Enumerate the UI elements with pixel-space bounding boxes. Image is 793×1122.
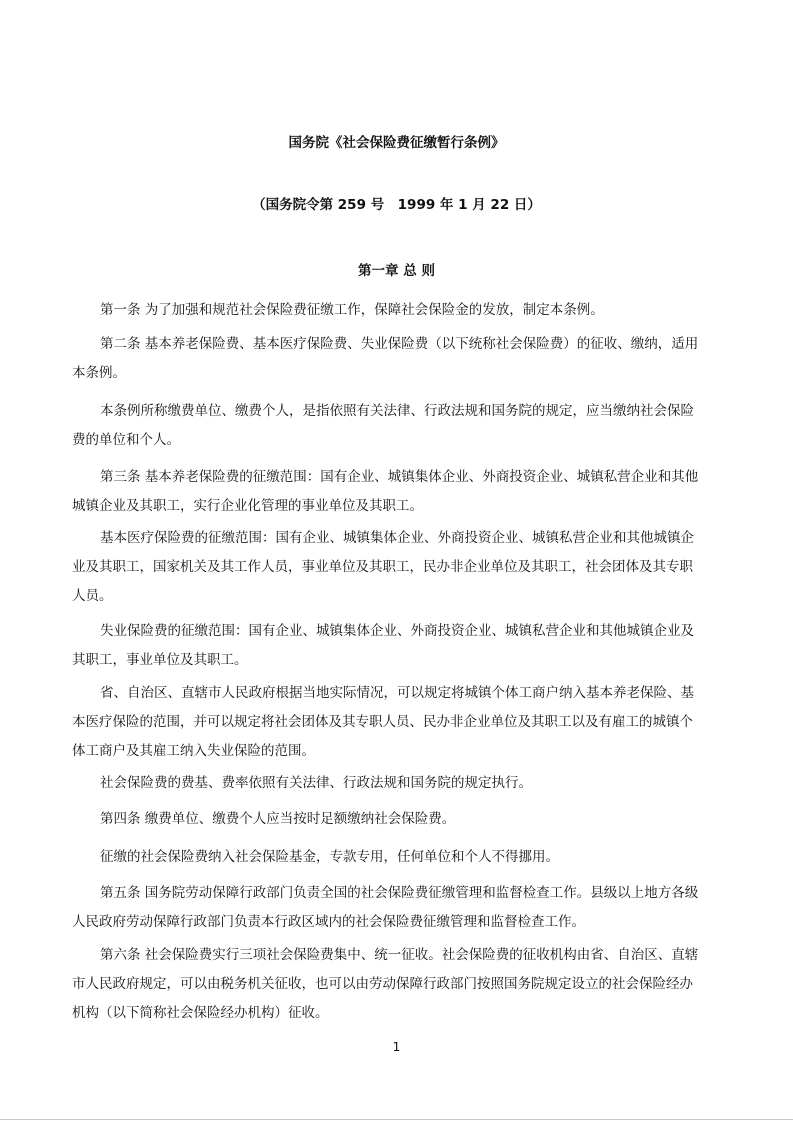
paragraph-line: 体工商户及其雇工纳入失业保险的范围。 bbox=[72, 743, 315, 759]
paragraph-line: 业及其职工，国家机关及其工作人员，事业单位及其职工，民办非企业单位及其职工，社会团体及其专职 bbox=[72, 559, 693, 575]
paragraph bbox=[72, 679, 720, 766]
document-title: 国务院《社会保险费征缴暂行条例》 bbox=[288, 135, 505, 151]
paragraph-line: 市人民政府规定，可以由税务机关征收，也可以由劳动保障行政部门按照国务院规定设立的社会保险经办 bbox=[72, 976, 693, 992]
paragraph-line: 其职工，事业单位及其职工。 bbox=[72, 652, 248, 668]
paragraph bbox=[72, 617, 720, 675]
paragraph-line: 第四条 缴费单位、缴费个人应当按时足额缴纳社会保险费。 bbox=[100, 811, 456, 827]
paragraph-line: 费的单位和个人。 bbox=[72, 432, 180, 448]
paragraph bbox=[100, 769, 720, 798]
paragraph-line: 省、自治区、直辖市人民政府根据当地实际情况，可以规定将城镇个体工商户纳入基本养老保险、基 bbox=[100, 685, 694, 701]
paragraph-line: 城镇企业及其职工，实行企业化管理的事业单位及其职工。 bbox=[72, 498, 423, 514]
paragraph bbox=[72, 330, 720, 388]
paragraph bbox=[72, 879, 720, 937]
paragraph-line: 本医疗保险的范围，并可以规定将社会团体及其专职人员、民办非企业单位及其职工以及有雇工的城镇个 bbox=[72, 714, 693, 730]
paragraph-line: 第一条 为了加强和规范社会保险费征缴工作，保障社会保险金的发放，制定本条例。 bbox=[100, 302, 604, 318]
paragraph-line: 征缴的社会保险费纳入社会保险基金，专款专用，任何单位和个人不得挪用。 bbox=[100, 849, 559, 865]
paragraph-line: 社会保险费的费基、费率依照有关法律、行政法规和国务院的规定执行。 bbox=[100, 775, 532, 791]
paragraph-line: 机构（以下简称社会保险经办机构）征收。 bbox=[72, 1005, 329, 1021]
paragraph-line: 第三条 基本养老保险费的征缴范围：国有企业、城镇集体企业、外商投资企业、城镇私营企业和其他 bbox=[100, 469, 699, 485]
paragraph-line: 本条例所称缴费单位、缴费个人，是指依照有关法律、行政法规和国务院的规定，应当缴纳社会保险 bbox=[100, 403, 694, 419]
paragraph-line: 第二条 基本养老保险费、基本医疗保险费、失业保险费（以下统称社会保险费）的征收、缴纳，适用 bbox=[100, 336, 699, 352]
paragraph-line: 第五条 国务院劳动保障行政部门负责全国的社会保险费征缴管理和监督检查工作。县级以上地方各级 bbox=[100, 885, 699, 901]
paragraph bbox=[72, 524, 720, 611]
paragraph-line: 第六条 社会保险费实行三项社会保险费集中、统一征收。社会保险费的征收机构由省、自治区、直辖 bbox=[100, 947, 699, 963]
paragraph bbox=[72, 941, 720, 1028]
page-bottom-divider bbox=[0, 1119, 793, 1120]
paragraph-line: 人员。 bbox=[72, 588, 113, 604]
paragraph-line: 失业保险费的征缴范围：国有企业、城镇集体企业、外商投资企业、城镇私营企业和其他城镇企业及 bbox=[100, 623, 694, 639]
paragraph-line: 基本医疗保险费的征缴范围：国有企业、城镇集体企业、外商投资企业、城镇私营企业和其他城镇企 bbox=[100, 530, 694, 546]
paragraph bbox=[100, 843, 720, 872]
paragraph bbox=[72, 463, 720, 521]
paragraph bbox=[100, 296, 720, 325]
paragraph bbox=[100, 805, 720, 834]
document-subtitle: （国务院令第 259 号 1999 年 1 月 22 日） bbox=[252, 197, 541, 213]
paragraph-line: 人民政府劳动保障行政部门负责本行政区域内的社会保险费征缴管理和监督检查工作。 bbox=[72, 914, 585, 930]
paragraph bbox=[72, 397, 720, 455]
paragraph-line: 本条例。 bbox=[72, 365, 126, 381]
page-number: 1 bbox=[392, 1040, 401, 1054]
chapter-heading: 第一章 总 则 bbox=[358, 263, 435, 279]
